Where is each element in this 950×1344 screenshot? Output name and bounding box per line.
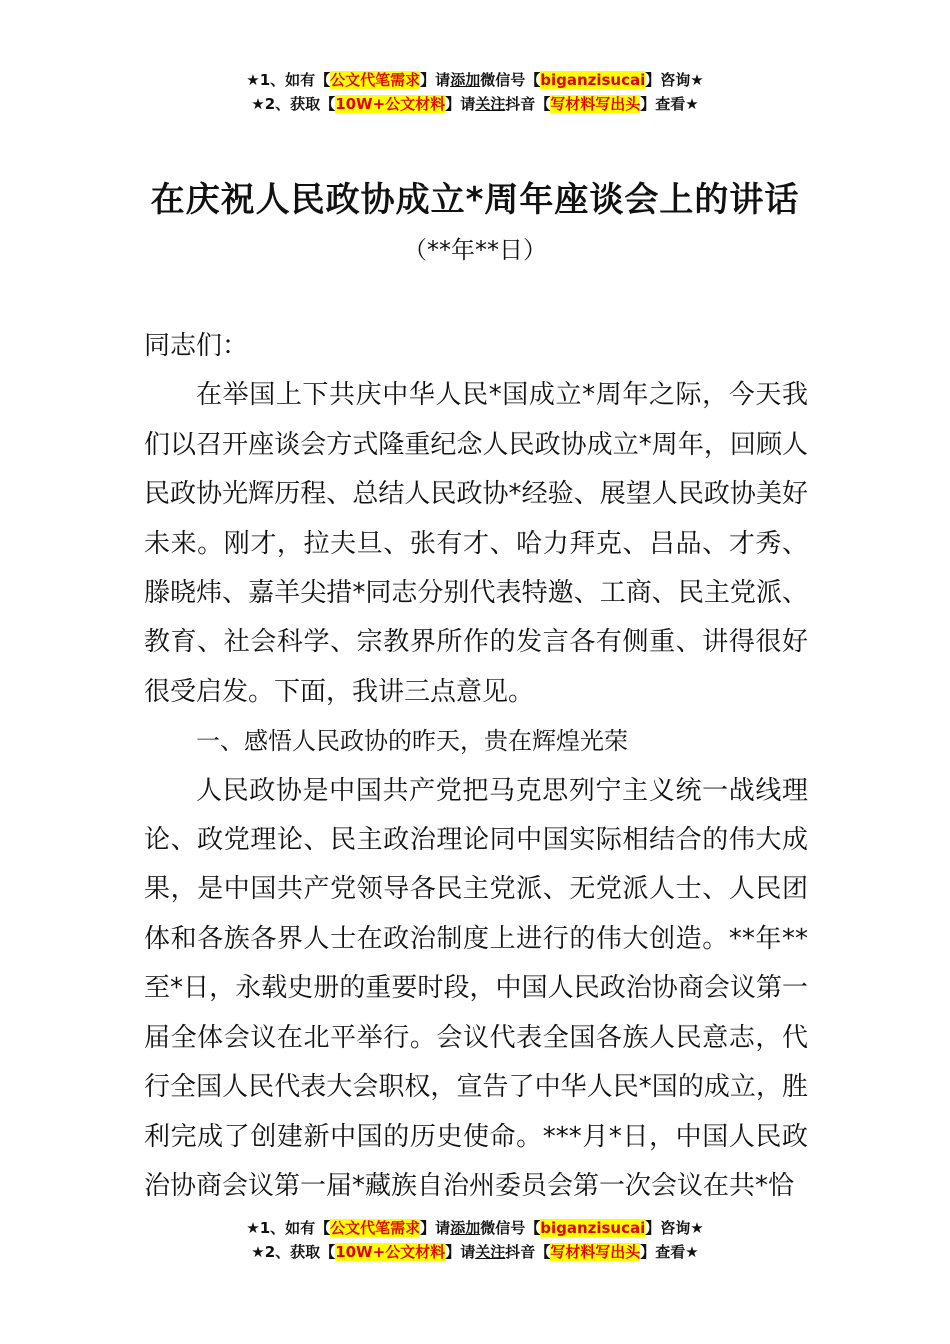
banner-text: 】请: [420, 1219, 451, 1237]
banner-highlight: biganzisucai: [540, 71, 646, 89]
banner-text: 】请: [445, 1243, 476, 1261]
banner-text: 】查看★: [640, 95, 699, 113]
banner-text: ★1、如有【: [246, 71, 331, 89]
paragraph: 在举国上下共庆中华人民*国成立*周年之际，今天我们以召开座谈会方式隆重纪念人民政协成立*周年，回顾人民政协光辉历程、总结人民政协*经验、展望人民政协美好未来。刚才，拉夫旦、张有才、哈力拜克、吕品、才秀、滕晓炜、嘉羊尖措*同志分别代表特邀、工商、民主党派、教育、社会科学、宗教界所作的发言各有侧重、讲得很好很受启发。下面，我讲三点意见。: [144, 380, 808, 707]
salutation: 同志们：: [144, 331, 249, 361]
banner-line-1: [0, 68, 950, 92]
document-body: [144, 322, 808, 1211]
banner-underline: 关注: [475, 1243, 506, 1261]
banner-text: 微信号【: [480, 1219, 541, 1237]
banner-highlight: biganzisucai: [540, 1219, 646, 1237]
banner-text: 】请: [420, 71, 451, 89]
banner-underline: 添加: [450, 71, 481, 89]
document-title: 在庆祝人民政协成立*周年座谈会上的讲话: [150, 180, 800, 220]
banner-line-2: [0, 92, 950, 116]
banner-text: 微信号【: [480, 71, 541, 89]
banner-text: 】查看★: [640, 1243, 699, 1261]
banner-highlight: 公文代笔需求: [330, 71, 421, 89]
banner-highlight: 10W+公文材料: [335, 95, 446, 113]
banner-text: 抖音【: [505, 95, 551, 113]
banner-text: 抖音【: [505, 1243, 551, 1261]
banner-underline: 添加: [450, 1219, 481, 1237]
banner-highlight: 写材料写出头: [550, 95, 641, 113]
paragraph: 人民政协是中国共产党把马克思列宁主义统一战线理论、政党理论、民主政治理论同中国实际相结合的伟大成果，是中国共产党领导各民主党派、无党派人士、人民团体和各族各界人士在政治制度上进行的伟大创造。**年**至*日，永载史册的重要时段，中国人民政治协商会议第一届全体会议在北平举行。会议代表全国各族人民意志，代行全国人民代表大会职权，宣告了中华人民*国的成立，胜利完成了创建新中国的历史使命。***月*日，中国人民政治协商会议第一届*藏族自治州委员会第一次会议在共*恰: [144, 775, 808, 1201]
banner-highlight: 写材料写出头: [550, 1243, 641, 1261]
banner-line-1: [0, 1216, 950, 1240]
banner-text: 】咨询★: [645, 1219, 704, 1237]
banner-text: ★2、获取【: [251, 1243, 336, 1261]
banner-highlight: 10W+公文材料: [335, 1243, 446, 1261]
banner-text: 】请: [445, 95, 476, 113]
document-date: （**年**日）: [403, 236, 547, 264]
banner-underline: 关注: [475, 95, 506, 113]
section-heading: 一、感悟人民政协的昨天，贵在辉煌光荣: [196, 727, 628, 756]
banner-text: 】咨询★: [645, 71, 704, 89]
top-banner: [0, 68, 950, 116]
banner-highlight: 公文代笔需求: [330, 1219, 421, 1237]
banner-text: ★1、如有【: [246, 1219, 331, 1237]
banner-line-2: [0, 1240, 950, 1264]
banner-text: ★2、获取【: [251, 95, 336, 113]
bottom-banner: [0, 1216, 950, 1264]
